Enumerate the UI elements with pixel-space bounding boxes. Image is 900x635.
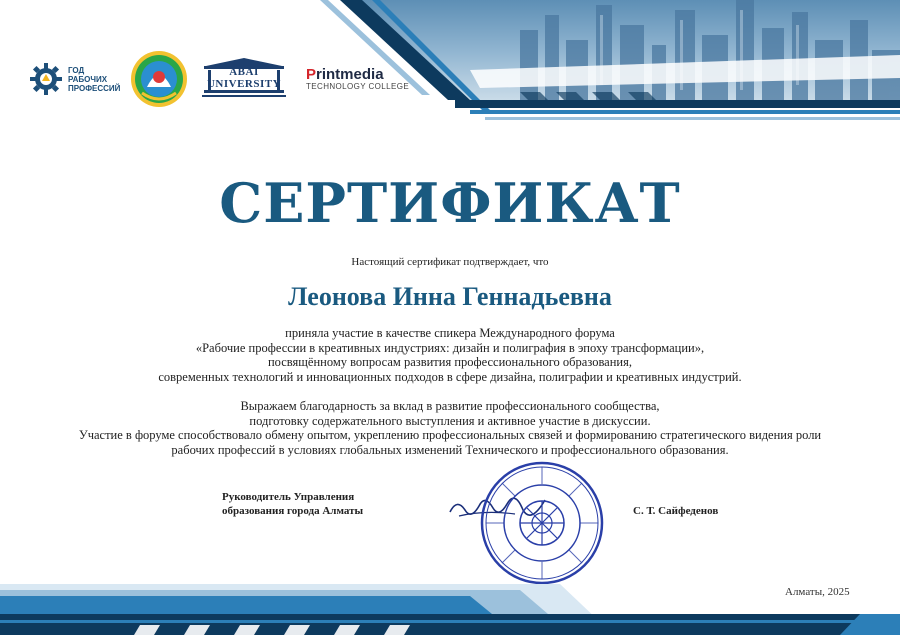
paragraph-line: посвящённому вопросам развития профессионального образования, xyxy=(267,355,632,369)
gear-logo-text-line: РАБОЧИХ xyxy=(68,74,108,84)
almaty-emblem xyxy=(130,49,188,109)
paragraph-line: рабочих профессий в условиях глобальных изменений Технического и профессионального образования. xyxy=(171,442,729,457)
gratitude-paragraph xyxy=(0,399,900,457)
college-subtitle: TECHNOLOGY COLLEGE xyxy=(306,82,410,91)
gear-icon xyxy=(28,61,64,97)
college-logo-letter: P xyxy=(306,66,317,83)
abai-university-logo xyxy=(198,56,290,102)
paragraph-line: приняла участие в качестве спикера Международного форума xyxy=(285,326,615,340)
partner-logos xyxy=(28,44,409,114)
gear-logo-text-line: ГОД xyxy=(68,65,85,75)
paragraph-line: Выражаем благодарность за вклад в развитие профессионального сообщества, xyxy=(240,399,660,413)
signatory-title-line: Руководитель Управления xyxy=(222,491,355,503)
signatory-name: С. Т. Сайфеденов xyxy=(633,505,719,517)
signatory-title-line: образования города Алматы xyxy=(222,505,364,517)
almaty-emblem-icon xyxy=(130,49,188,109)
signatory-title xyxy=(222,490,363,518)
footer-band xyxy=(0,570,900,635)
recipient-name: Леонова Инна Геннадьевна xyxy=(288,282,612,311)
college-logo-name: rintmedia xyxy=(316,66,384,83)
participation-paragraph xyxy=(0,326,900,384)
paragraph-line: современных технологий и инновационных подходов в сфере дизайна, полиграфии и креативных индустрий. xyxy=(158,369,742,384)
university-name: ABAI UNIVERSITY xyxy=(206,66,282,90)
gear-logo-text-line: ПРОФЕССИЙ xyxy=(68,83,121,93)
year-of-working-professions-logo xyxy=(28,61,120,97)
paragraph-line: подготовку содержательного выступления и активное участие в дискуссии. xyxy=(249,413,651,428)
paragraph-line: «Рабочие профессии в креативных индустриях: дизайн и полиграфия в эпоху трансформации», xyxy=(195,340,705,355)
printmedia-college-logo xyxy=(306,67,409,91)
footer-band-graphic xyxy=(0,570,900,635)
certificate-title: СЕРТИФИКАТ xyxy=(219,171,681,235)
paragraph-line: Участие в форуме способствовало обмену опытом, укреплению профессиональных связей и формированию стратегического видения роли xyxy=(78,428,822,442)
confirmation-text: Настоящий сертификат подтверждает, что xyxy=(351,256,549,268)
place-and-date: Алматы, 2025 xyxy=(785,586,850,598)
official-seal xyxy=(478,460,606,586)
